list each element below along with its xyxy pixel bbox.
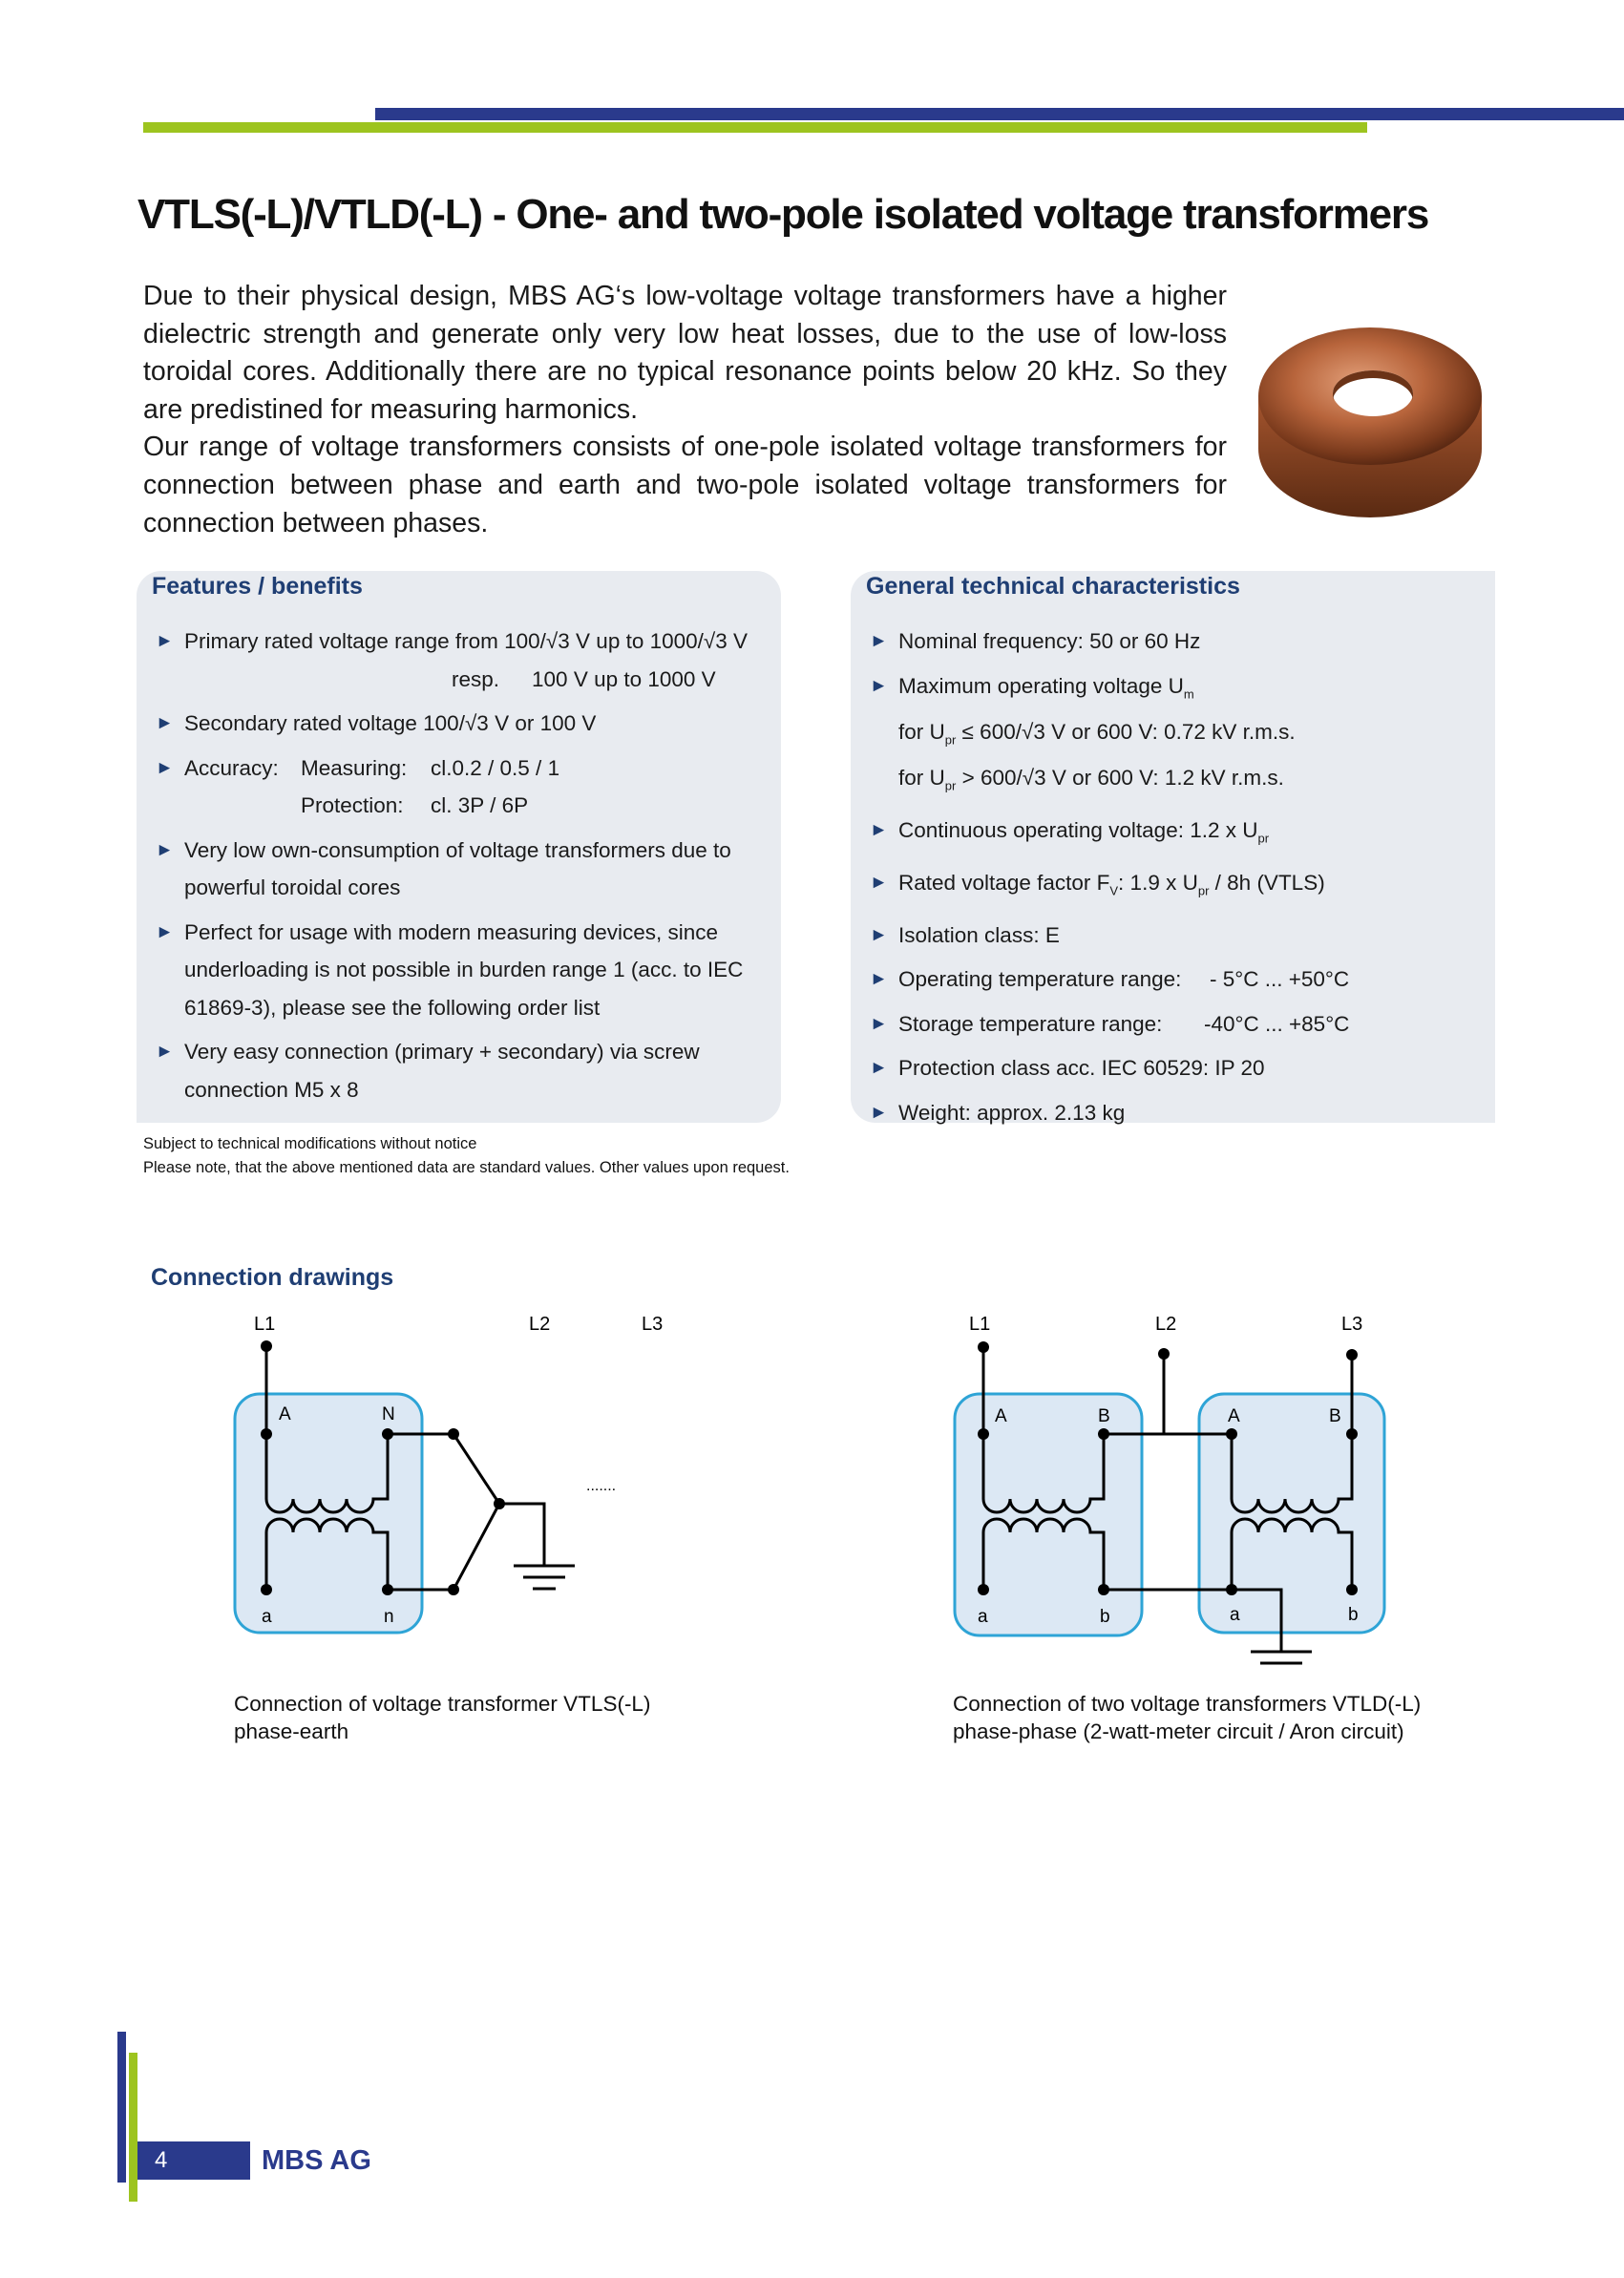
characteristic-item: ► Isolation class: E	[870, 917, 1481, 955]
label-b1: b	[1100, 1607, 1110, 1627]
bullet-triangle-icon: ►	[870, 631, 888, 651]
feature-item: ► Primary rated voltage range from 100/√3 V up to 1000/√3 V resp. 100 V up to 1000 V	[156, 622, 767, 698]
continuation-dots: .......	[586, 1478, 617, 1494]
label-B2: B	[1329, 1406, 1341, 1426]
bullet-triangle-icon: ►	[870, 1013, 888, 1034]
bullet-triangle-icon: ►	[870, 819, 888, 840]
features-list	[156, 622, 767, 1115]
feature-item: ► Accuracy: Measuring: cl.0.2 / 0.5 / 1 Protection: cl. 3P / 6P	[156, 749, 767, 825]
diagram-phase-phase	[945, 1303, 1403, 1666]
disclaimer-notes	[143, 1132, 790, 1180]
bullet-triangle-icon: ►	[870, 675, 888, 696]
note-line-1: Subject to technical modifications without notice	[143, 1135, 477, 1152]
caption-phase-phase: Connection of two voltage transformers VTLD(-L) phase-phase (2-watt-meter circuit / Aron circuit)	[953, 1692, 1422, 1743]
bullet-triangle-icon: ►	[156, 1042, 174, 1062]
label-B1: B	[1098, 1406, 1110, 1426]
page-number: 4	[137, 2141, 250, 2180]
characteristic-item: ► Maximum operating voltage $U_m$ for $U_{pr} \le 600/√3$ V or 600 V: 0.72 kV r.m.s. for $U_{pr} > 600/√3$ V or 600 V: 1.2 kV r.m.s.	[870, 667, 1481, 805]
footer-brand: MBS AG	[262, 2145, 371, 2176]
feature-item: ► Very easy connection (primary + secondary) via screw connection M5 x 8	[156, 1033, 767, 1108]
caption-phase-earth: Connection of voltage transformer VTLS(-L) phase-earth	[234, 1692, 651, 1743]
label-L3: L3	[642, 1314, 664, 1335]
features-panel	[137, 571, 781, 1123]
bullet-triangle-icon: ►	[156, 631, 174, 651]
toroidal-transformer-image	[1251, 306, 1489, 525]
label-A2: A	[1228, 1406, 1240, 1426]
footer-blue-bar	[117, 2032, 126, 2183]
characteristics-panel	[851, 571, 1495, 1123]
label-L3: L3	[1341, 1314, 1363, 1335]
note-line-2: Please note, that the above mentioned data are standard values. Other values upon request.	[143, 1159, 790, 1176]
characteristic-item: ► Nominal frequency: 50 or 60 Hz	[870, 622, 1481, 661]
label-b2: b	[1348, 1605, 1359, 1625]
label-L2: L2	[1155, 1314, 1177, 1335]
characteristics-title: General technical characteristics	[866, 573, 1240, 600]
connection-drawings-title: Connection drawings	[151, 1264, 394, 1291]
intro-paragraph-1: Due to their physical design, MBS AG‘s low-voltage voltage transformers have a higher dielectric strength and generate only very low heat losses, due to the use of low-loss toroidal cores. Additionally there are no typical resonance points below 20 kHz. So they are predistined for measuring harmonics.	[143, 281, 1227, 425]
characteristics-list	[870, 622, 1481, 1138]
label-n: n	[384, 1607, 394, 1627]
characteristic-item: ► Protection class acc. IEC 60529: IP 20	[870, 1049, 1481, 1087]
bullet-triangle-icon: ►	[870, 1058, 888, 1078]
bullet-triangle-icon: ►	[870, 872, 888, 893]
characteristic-item: ► Rated voltage factor $F_V$: 1.9 x $U_{pr} / 8h$ (VTLS)	[870, 864, 1481, 910]
label-L1: L1	[254, 1314, 276, 1335]
characteristic-item: ► Weight: approx. 2.13 kg	[870, 1094, 1481, 1132]
bullet-triangle-icon: ►	[870, 969, 888, 989]
label-A: A	[279, 1404, 291, 1424]
bullet-triangle-icon: ►	[156, 921, 174, 942]
characteristic-item: ► Continuous operating voltage: 1.2 x $U_{pr}$	[870, 812, 1481, 857]
transformer-box-2	[1199, 1394, 1384, 1633]
label-a1: a	[978, 1607, 988, 1627]
bullet-triangle-icon: ►	[870, 924, 888, 945]
intro-paragraph-2: Our range of voltage transformers consists of one-pole isolated voltage transformers for connection between phase and earth and two-pole isolated voltage transformers for connection between phases.	[143, 432, 1227, 538]
label-A1: A	[995, 1406, 1007, 1426]
characteristic-item: ► Storage temperature range: -40°C ... +85°C	[870, 1005, 1481, 1044]
feature-item: ► Secondary rated voltage 100/√3 V or 100 V	[156, 705, 767, 743]
bullet-triangle-icon: ►	[156, 839, 174, 860]
label-L1: L1	[969, 1314, 991, 1335]
page-title: VTLS(-L)/VTLD(-L) - One- and two-pole isolated voltage transformers	[137, 191, 1429, 238]
intro-text	[143, 278, 1227, 542]
bullet-triangle-icon: ►	[156, 757, 174, 778]
label-N: N	[382, 1404, 395, 1424]
feature-item: ► Perfect for usage with modern measuring devices, since underloading is not possible in burden range 1 (acc. to IEC 61869-3), please see the following order list	[156, 914, 767, 1027]
features-title: Features / benefits	[152, 573, 363, 600]
top-green-bar	[143, 122, 1367, 133]
top-blue-bar	[375, 108, 1624, 120]
label-a: a	[262, 1607, 272, 1627]
label-a2: a	[1230, 1605, 1240, 1625]
feature-item: ► Very low own-consumption of voltage transformers due to powerful toroidal cores	[156, 832, 767, 907]
label-L2: L2	[529, 1314, 551, 1335]
characteristic-item: ► Operating temperature range: - 5°C ... +50°C	[870, 960, 1481, 999]
footer-green-bar	[129, 2053, 137, 2202]
diagram-phase-earth	[229, 1303, 687, 1656]
bullet-triangle-icon: ►	[156, 713, 174, 733]
bullet-triangle-icon: ►	[870, 1102, 888, 1123]
